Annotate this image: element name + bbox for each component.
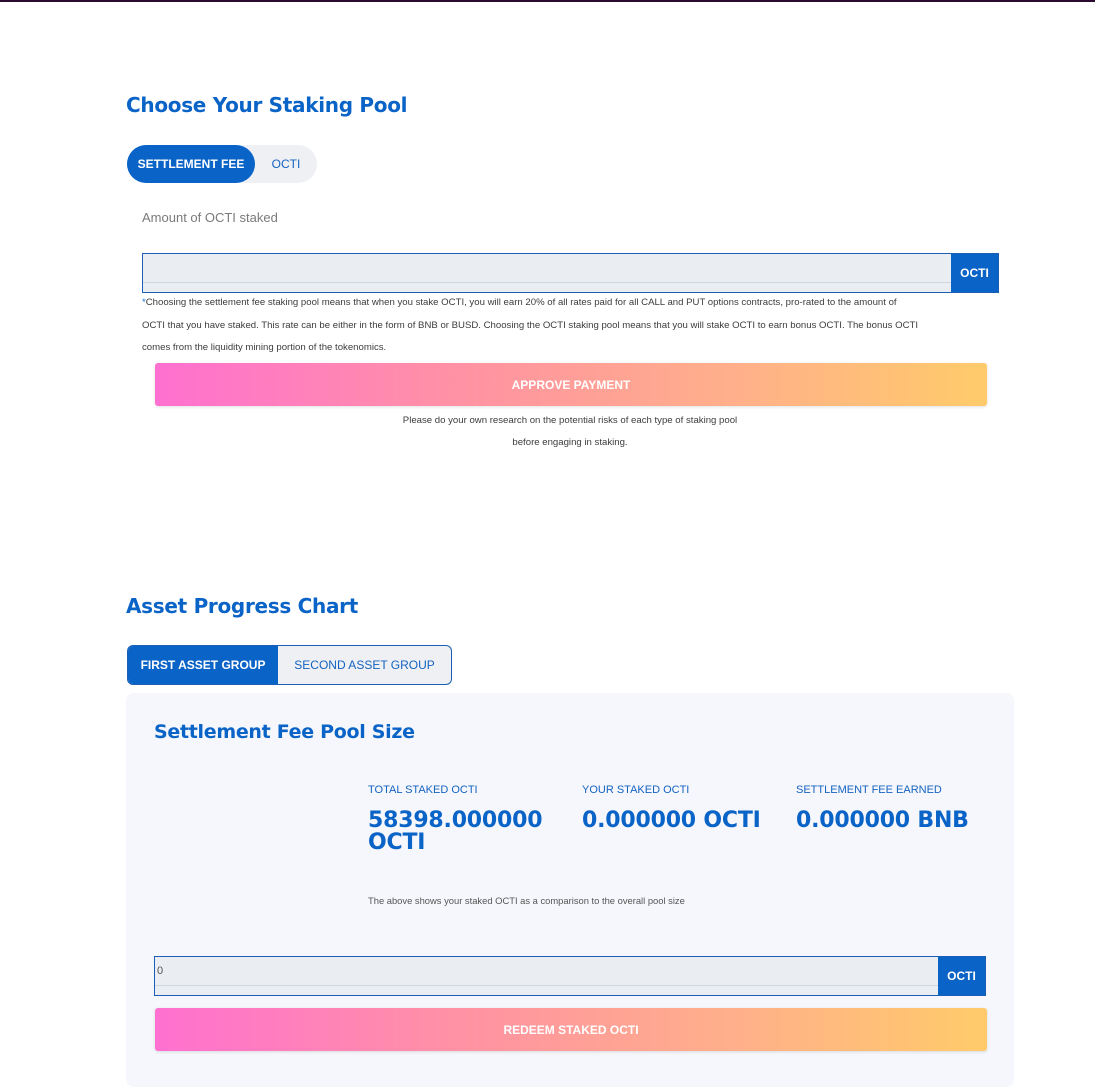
redeem-field [154,956,986,996]
comparison-note: The above shows your staked OCTI as a comparison to the overall pool size [368,895,685,906]
redeem-amount-input[interactable] [155,957,938,986]
note-line-3: comes from the liquidity mining portion of the tokenomics. [142,342,387,353]
amount-staked-field [142,253,999,293]
note-line-2: OCTI that you have staked. This rate can be either in the form of BNB or BUSD. Choosing the OCTI staking pool means that you will stake OCTI to earn bonus OCTI. The bonus OCTI [142,319,919,331]
amount-unit-label: OCTI [951,254,998,292]
staking-disclaimer [270,410,870,454]
fee-earned-label: SETTLEMENT FEE EARNED [796,784,942,796]
disclaimer-line-2: before engaging in staking. [512,437,628,448]
tab-first-asset-group[interactable]: FIRST ASSET GROUP [128,646,278,684]
total-staked-value-line1: 58398.000000 [368,808,543,833]
amount-staked-label: Amount of OCTI staked [142,210,278,225]
total-staked-label: TOTAL STAKED OCTI [368,784,478,796]
total-staked-value-line2: OCTI [368,830,426,855]
staking-pool-toggle [127,145,317,183]
asset-progress-title: Asset Progress Chart [126,594,358,618]
redeem-unit-label: OCTI [938,957,985,995]
note-line-1: Choosing the settlement fee staking pool means that when you stake OCTI, you will earn 20% of all rates paid for all CALL and PUT options contracts, pro-rated to the amount of [145,297,897,308]
your-staked-label: YOUR STAKED OCTI [582,784,690,796]
your-staked-value: 0.000000 OCTI [582,808,761,833]
approve-payment-button[interactable]: APPROVE PAYMENT [155,363,987,406]
pool-size-title: Settlement Fee Pool Size [154,721,415,743]
tab-second-asset-group[interactable]: SECOND ASSET GROUP [294,658,435,672]
tab-octi[interactable]: OCTI [271,157,301,171]
total-staked-value [368,810,542,854]
fee-earned-value: 0.000000 BNB [796,808,969,833]
staking-pool-title: Choose Your Staking Pool [126,93,408,117]
staking-note [142,292,1002,360]
top-border [0,0,1095,2]
disclaimer-line-1: Please do your own research on the potential risks of each type of staking pool [402,415,738,426]
note-asterisk: * [142,297,146,308]
amount-staked-input[interactable] [143,254,951,283]
asset-group-toggle [127,645,452,685]
redeem-staked-button[interactable]: REDEEM STAKED OCTI [155,1008,987,1051]
tab-settlement-fee[interactable]: SETTLEMENT FEE [127,145,255,183]
